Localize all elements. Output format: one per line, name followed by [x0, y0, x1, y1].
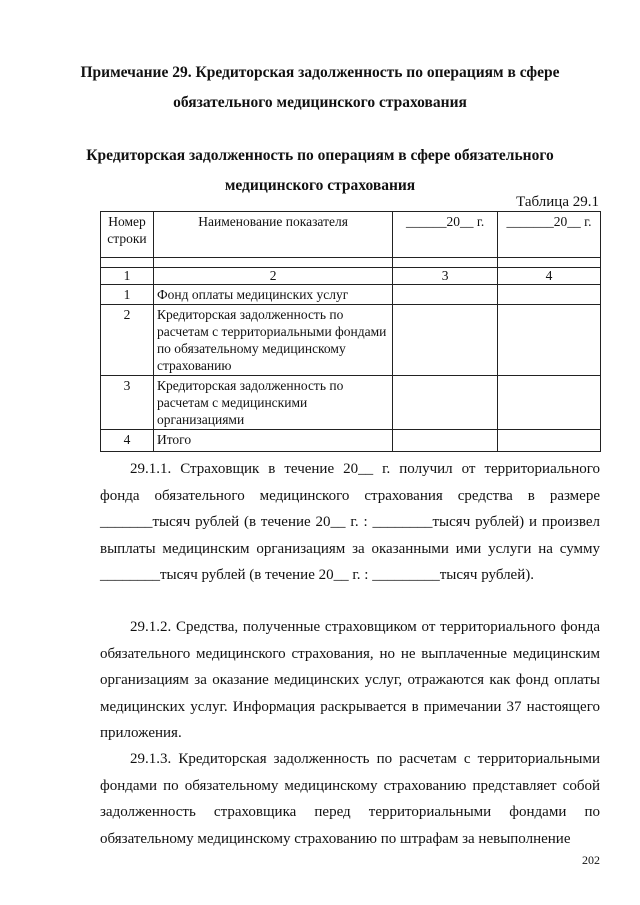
column-number: 3 [393, 268, 498, 285]
row-value [498, 285, 601, 305]
paragraph-29-1-1 [100, 456, 600, 589]
row-number: 3 [101, 376, 154, 430]
column-number-row [101, 268, 601, 285]
table-title-line-2: медицинского страхования [224, 177, 416, 194]
row-value [393, 430, 498, 452]
row-name: Итого [153, 430, 392, 452]
indicator-table [100, 211, 601, 452]
row-number: 4 [101, 430, 154, 452]
table-row [101, 376, 601, 430]
column-number: 1 [101, 268, 154, 285]
paragraph-text: 29.1.3. Кредиторская задолженность по расчетам с территориальными фондами по обязательному медицинскому страхованию представляет собой задолженность страховщика перед территориальными фондами по обязательному медицинскому страхованию по штрафам за невыполнение [100, 751, 600, 847]
header-period-2: _______20__ г. [498, 212, 601, 258]
row-name: Фонд оплаты медицинских услуг [153, 285, 392, 305]
column-number: 2 [153, 268, 392, 285]
paragraph-29-1-2 [100, 614, 600, 747]
header-indicator-name: Наименование показателя [153, 212, 392, 258]
row-value [393, 285, 498, 305]
table-title-line-1: Кредиторская задолженность по операциям в сфере обязательного [86, 147, 554, 164]
paragraph-29-1-3 [100, 746, 600, 852]
header-row-number: Номер строки [101, 212, 154, 258]
row-value [498, 376, 601, 430]
row-value [393, 305, 498, 376]
header-period-1: ______20__ г. [393, 212, 498, 258]
row-number: 1 [101, 285, 154, 305]
paragraph-text: 29.1.1. Страховщик в течение 20__ г. получил от территориального фонда обязательного медицинского страхования средства в размере _______тысяч рублей (в течение 20__ г. : ________тысяч рублей) и произвел выплаты медицинским организациям за оказанными ими услуги на сумму ________тысяч рублей (в течение 20__ г. : _________тысяч рублей). [100, 461, 600, 583]
table-row [101, 430, 601, 452]
table-spacer-row [101, 258, 601, 268]
row-value [498, 305, 601, 376]
table-header-row [101, 212, 601, 258]
row-value [393, 376, 498, 430]
row-name: Кредиторская задолженность по расчетам с территориальными фондами по обязательному медицинскому страхованию [153, 305, 392, 376]
row-value [498, 430, 601, 452]
table-label: Таблица 29.1 [516, 194, 599, 210]
table-row [101, 305, 601, 376]
table-row [101, 285, 601, 305]
column-number: 4 [498, 268, 601, 285]
note-heading-line-1: Примечание 29. Кредиторская задолженность по операциям в сфере [80, 64, 560, 81]
page-number: 202 [582, 853, 600, 867]
note-heading [0, 58, 640, 118]
row-number: 2 [101, 305, 154, 376]
note-heading-line-2: обязательного медицинского страхования [173, 94, 467, 111]
paragraph-text: 29.1.2. Средства, полученные страховщиком от территориального фонда обязательного медицинского страхования, но не выплаченные медицинским организациям за оказание медицинских услуг, отражаются как фонд оплаты медицинских услуг. Информация раскрывается в примечании 37 настоящего приложения. [100, 619, 600, 741]
row-name: Кредиторская задолженность по расчетам с медицинскими организациями [153, 376, 392, 430]
